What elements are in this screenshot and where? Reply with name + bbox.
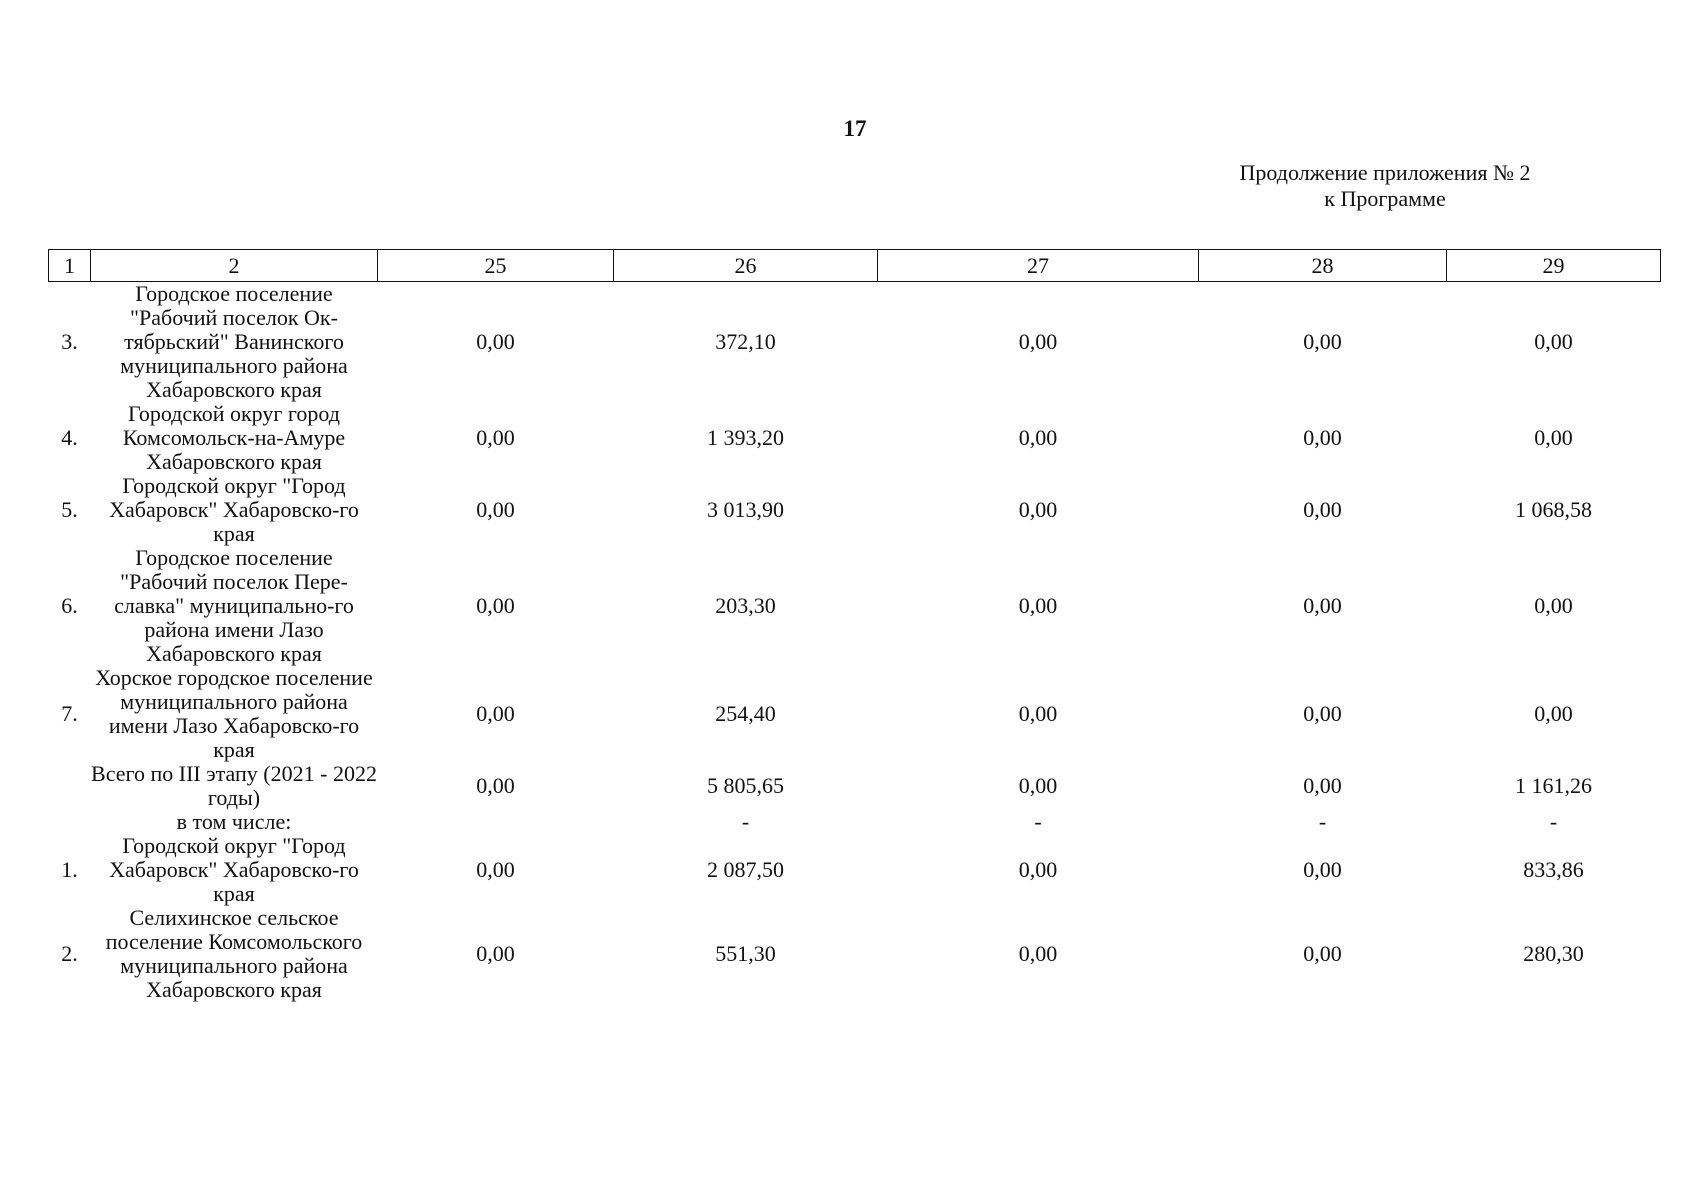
cell-value: 0,00 [1018,329,1058,354]
cell-value: 0,00 [1303,701,1342,726]
appendix-note-line-1: Продолжение приложения № 2 [1239,160,1531,185]
cell-value: 0,00 [1534,701,1573,726]
column-header: 28 [1199,250,1447,282]
row-number: 5. [61,497,78,522]
cell-value: 1 068,58 [1515,497,1592,522]
column-header: 2 [91,250,378,282]
subheading-row [49,810,1661,834]
cell-value: - [1034,809,1042,834]
row-name: Городской округ "Город Хабаровск" Хабаровско-го края [109,833,359,906]
cell-value: 0,00 [1303,329,1342,354]
row-name: Городской округ город Комсомольск-на-Амуре Хабаровского края [122,401,346,474]
column-header: 26 [614,250,878,282]
page-number: 17 [843,116,867,141]
row-number: 7. [61,701,78,726]
cell-value: 254,40 [715,701,776,726]
cell-value: 0,00 [1018,941,1058,966]
cell-value: 203,30 [715,593,776,618]
cell-value: 833,86 [1523,857,1584,882]
cell-value: 1 393,20 [707,425,784,450]
cell-value: 0,00 [476,497,515,522]
table-row [49,474,1661,546]
cell-value: 0,00 [1534,593,1573,618]
column-header: 29 [1447,250,1661,282]
cell-value: 5 805,65 [707,773,784,798]
row-name: Городское поселение "Рабочий поселок Пере-славка" муниципально-го района имени Лазо Хабаровского края [114,545,354,666]
row-number [49,762,91,810]
cell-value: 0,00 [1303,425,1342,450]
cell-value: 0,00 [476,329,515,354]
cell-value: 0,00 [476,593,515,618]
row-name: Городское поселение "Рабочий поселок Ок-тябрьский" Ванинского муниципального района Хабаровского края [120,281,348,402]
data-table [48,249,1661,1002]
cell-value: 0,00 [1303,497,1342,522]
row-name: Селихинское сельское поселение Комсомольского муниципального района Хабаровского края [105,905,363,1002]
cell-value: 0,00 [1018,773,1058,798]
row-number: 2. [61,941,78,966]
cell-value: 0,00 [476,425,515,450]
cell-value: 0,00 [1018,857,1058,882]
cell-value: 0,00 [1018,593,1058,618]
cell-value: 2 087,50 [707,857,784,882]
cell-value: 0,00 [1018,497,1058,522]
column-header: 1 [49,250,91,282]
table-row [49,546,1661,666]
cell-value: 0,00 [1018,701,1058,726]
cell-value: 372,10 [715,329,776,354]
cell-value: 551,30 [715,941,776,966]
cell-value: 0,00 [1303,773,1342,798]
row-number: 6. [61,593,78,618]
row-number: 4. [61,425,78,450]
cell-value: 280,30 [1523,941,1584,966]
column-header: 25 [378,250,614,282]
row-name: Всего по III этапу (2021 - 2022 годы) [91,761,377,810]
cell-value: 0,00 [476,701,515,726]
table-row [49,282,1661,403]
row-number [49,810,91,834]
cell-value [378,810,614,834]
cell-value: 1 161,26 [1515,773,1592,798]
table-header-row [49,250,1661,282]
row-name: Городской округ "Город Хабаровск" Хабаровско-го края [109,473,359,546]
cell-value: 0,00 [1534,425,1573,450]
cell-value: 0,00 [1303,941,1342,966]
row-name: в том числе: [176,809,292,834]
cell-value: 0,00 [1303,857,1342,882]
cell-value: - [1549,809,1558,834]
row-name: Хорское городское поселение муниципального района имени Лазо Хабаровско-го края [95,665,373,762]
table-row [49,834,1661,906]
row-number: 1. [61,857,78,882]
table-row [49,402,1661,474]
row-number: 3. [61,329,78,354]
total-row [49,762,1661,810]
table-row [49,666,1661,762]
cell-value: 0,00 [476,857,515,882]
cell-value: 3 013,90 [707,497,784,522]
column-header: 27 [878,250,1199,282]
cell-value: - [741,809,750,834]
cell-value: 0,00 [1303,593,1342,618]
cell-value: 0,00 [1534,329,1573,354]
cell-value: - [1318,809,1327,834]
cell-value: 0,00 [1018,425,1058,450]
appendix-note-line-2: к Программе [1324,186,1446,211]
cell-value: 0,00 [476,773,515,798]
cell-value: 0,00 [476,941,515,966]
appendix-note [1180,160,1590,212]
table-row [49,906,1661,1002]
